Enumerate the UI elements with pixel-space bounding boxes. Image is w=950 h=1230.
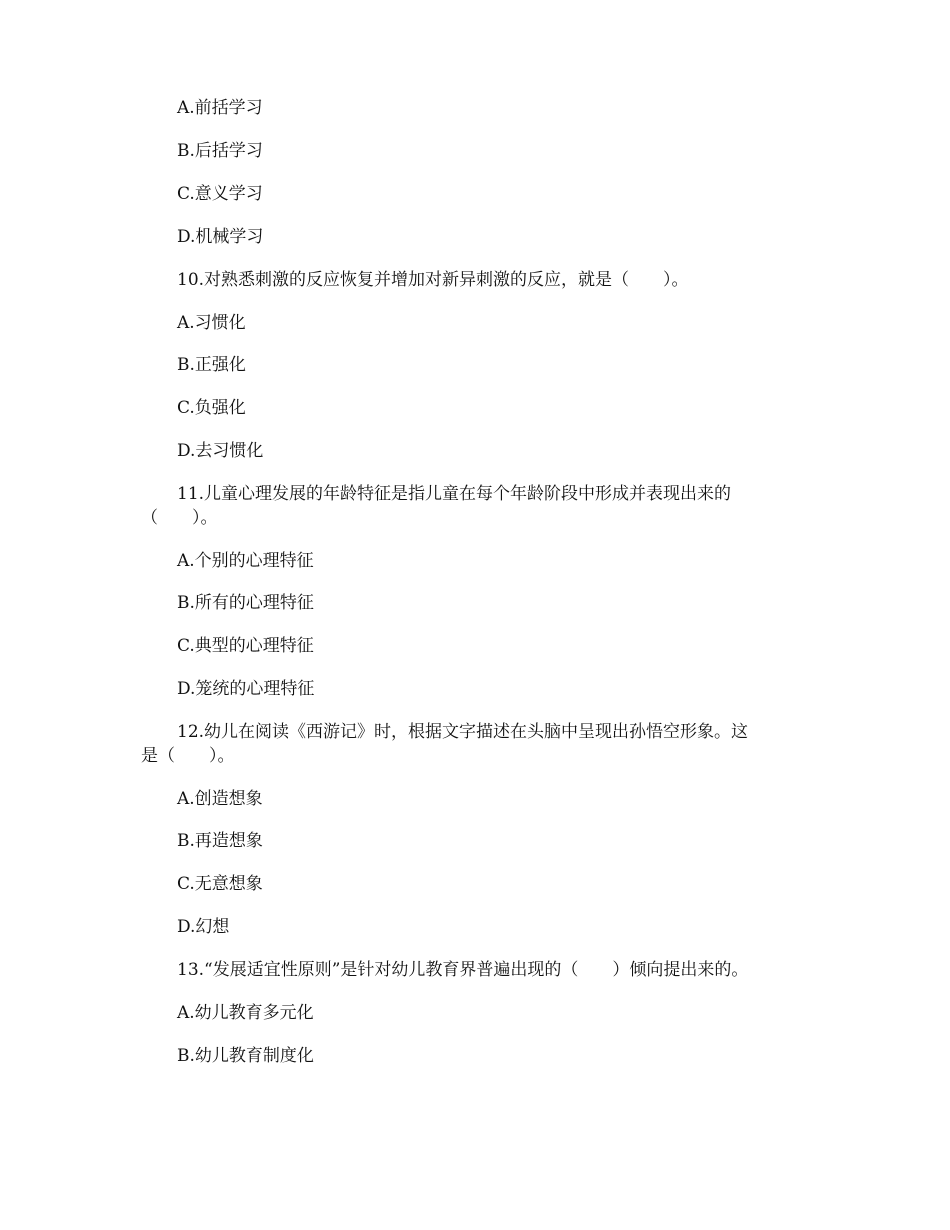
q10-option-d: D.去习惯化 [177,441,264,461]
q9-option-b: B.后括学习 [177,141,263,161]
q9-option-d: D.机械学习 [177,227,264,247]
q11-option-b: B.所有的心理特征 [177,593,314,613]
q12-option-a: A.创造想象 [177,789,263,809]
q13-option-a: A.幼儿教育多元化 [177,1003,314,1023]
question-13: 13.“发展适宜性原则”是针对幼儿教育界普遍出现的（ ）倾向提出来的。 [177,960,749,980]
question-11-continued: （ ）。 [141,508,218,528]
q11-option-d: D.笼统的心理特征 [177,679,315,699]
q12-option-c: C.无意想象 [177,874,263,894]
q12-option-b: B.再造想象 [177,831,263,851]
q10-option-b: B.正强化 [177,355,246,375]
q12-option-d: D.幻想 [177,917,230,937]
question-12-continued: 是（ ）。 [141,746,235,766]
q9-option-c: C.意义学习 [177,184,263,204]
q11-option-a: A.个别的心理特征 [177,551,314,571]
q10-option-c: C.负强化 [177,398,246,418]
q10-option-a: A.习惯化 [177,313,246,333]
q9-option-a: A.前括学习 [177,98,263,118]
question-12: 12.幼儿在阅读《西游记》时，根据文字描述在头脑中呈现出孙悟空形象。这 [177,722,749,742]
q11-option-c: C.典型的心理特征 [177,636,314,656]
question-10: 10.对熟悉刺激的反应恢复并增加对新异刺激的反应，就是（ ）。 [177,270,689,290]
q13-option-b: B.幼儿教育制度化 [177,1046,314,1066]
question-11: 11.儿童心理发展的年龄特征是指儿童在每个年龄阶段中形成并表现出来的 [177,484,732,504]
